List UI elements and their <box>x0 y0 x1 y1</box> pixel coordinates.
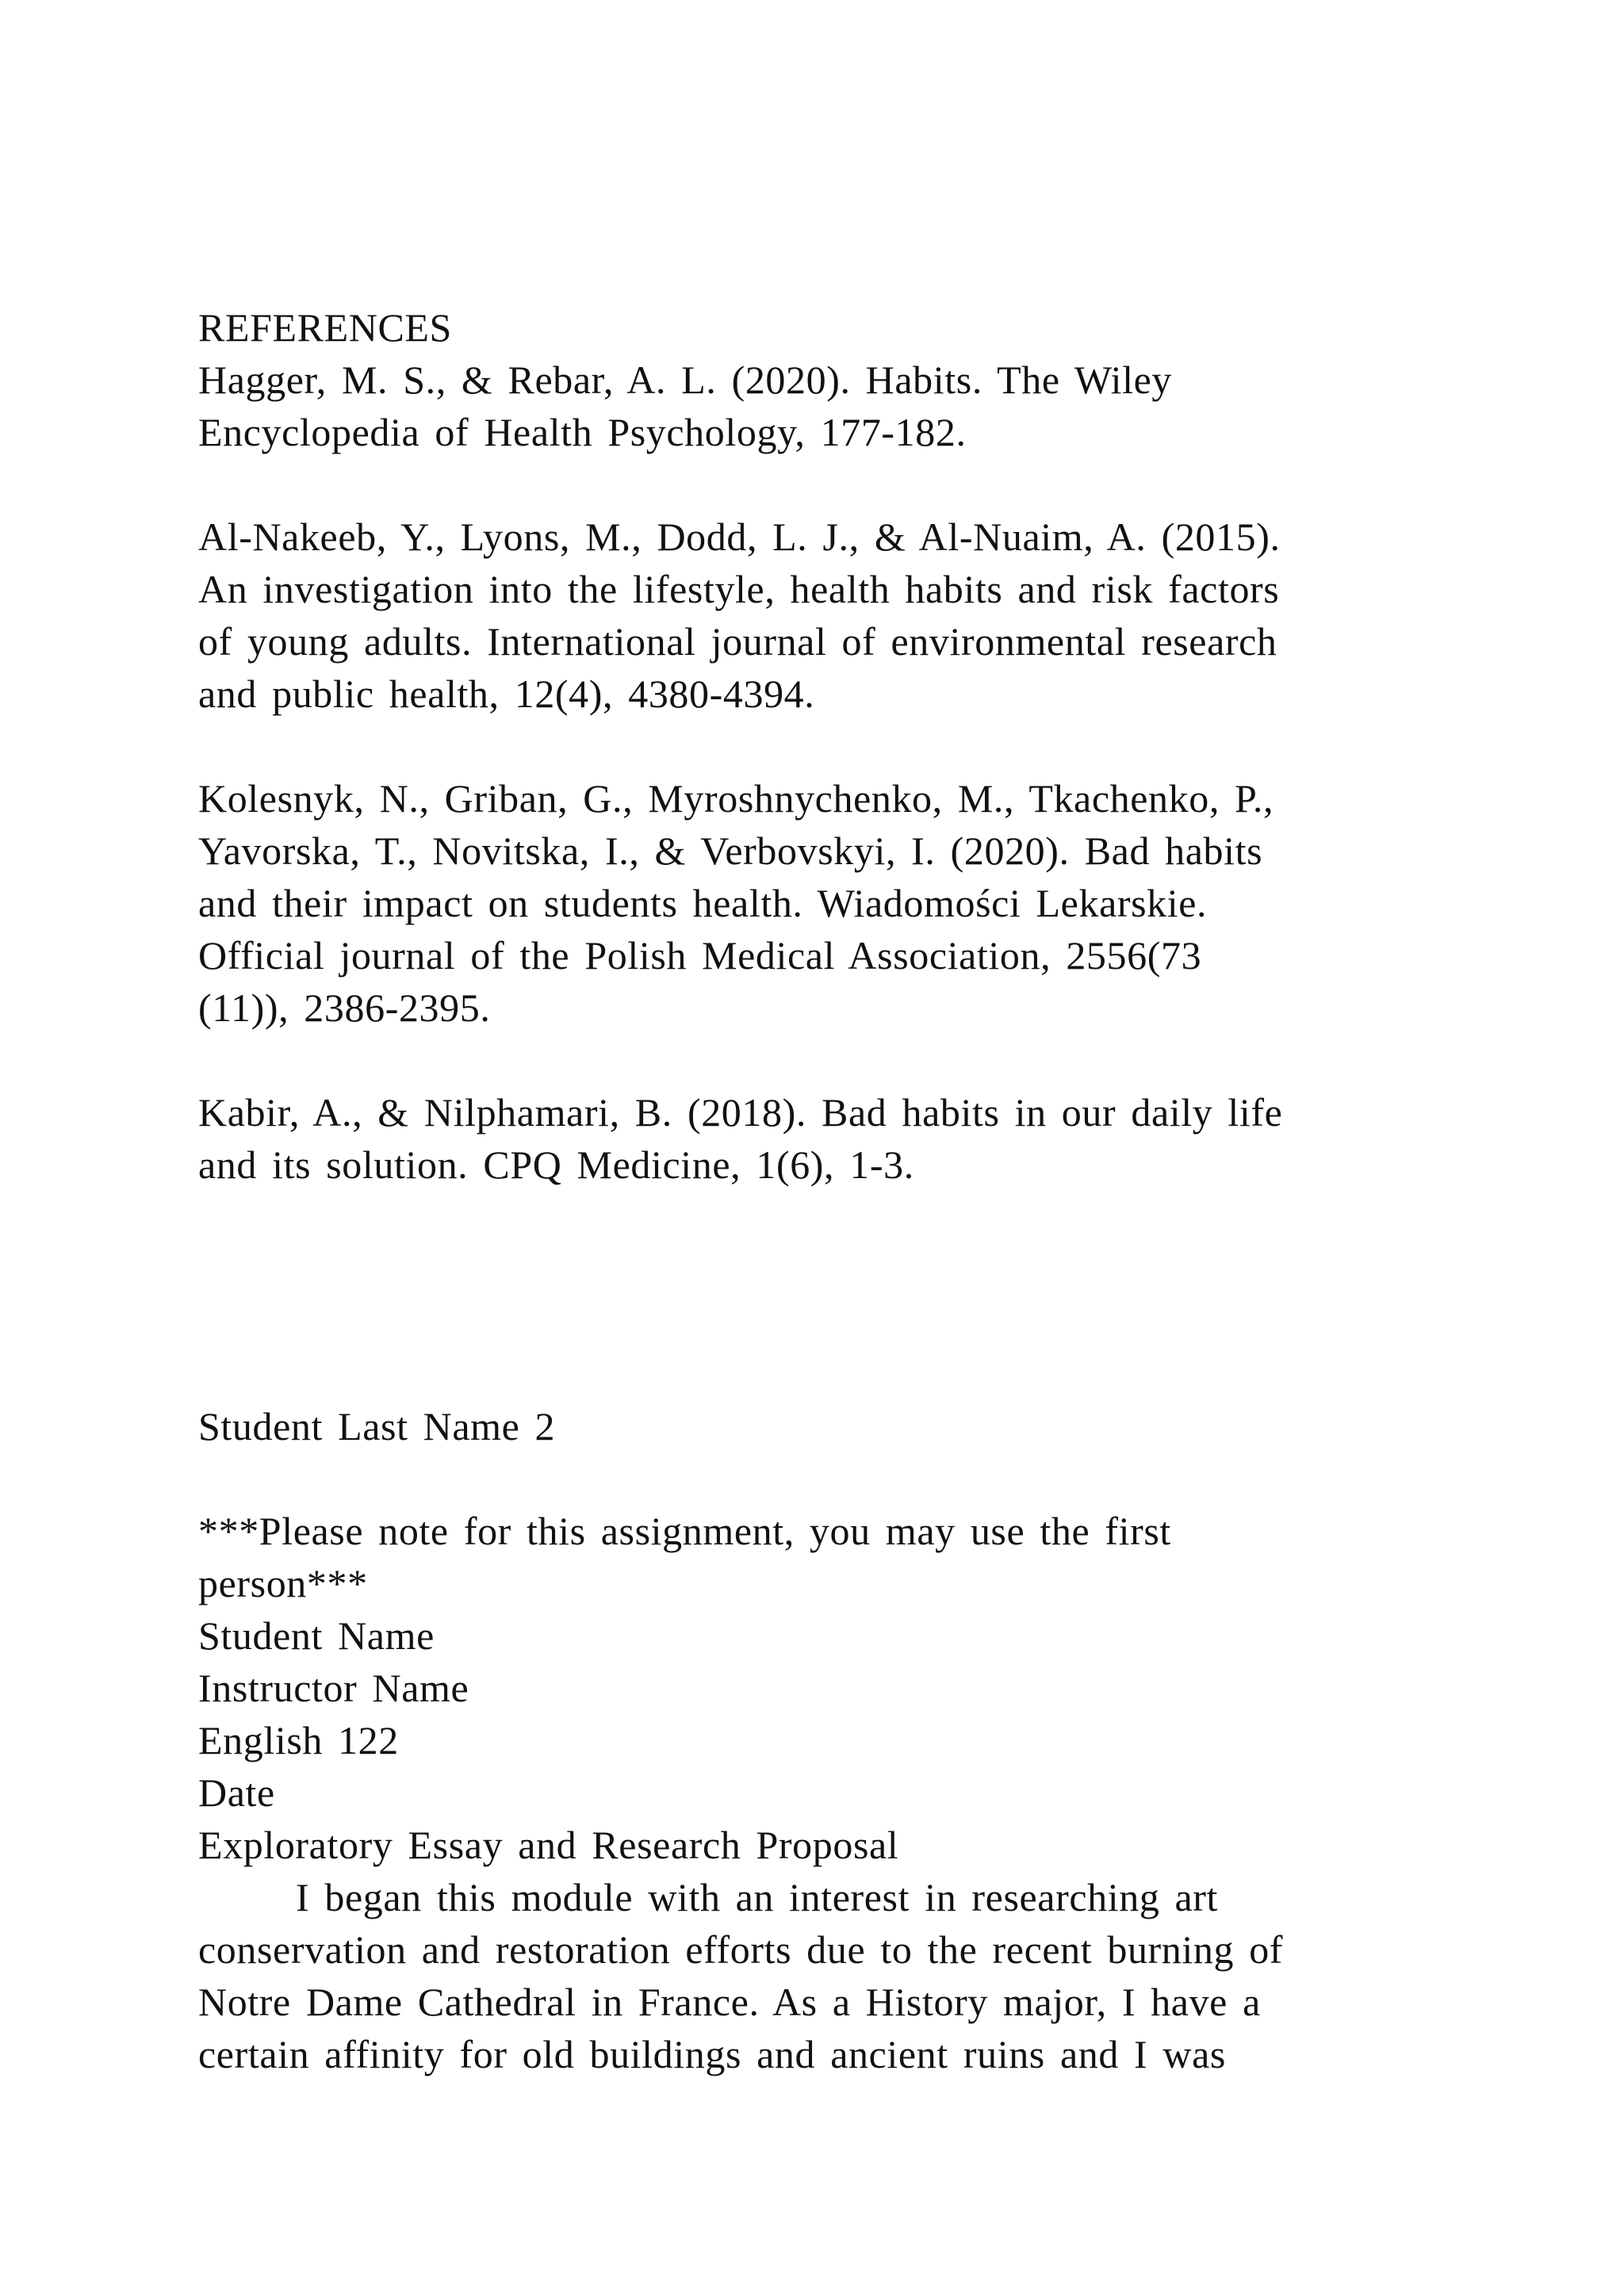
instructor-name: Instructor Name <box>198 1666 469 1710</box>
body-paragraph-line-3: Notre Dame Cathedral in France. As a History major, I have a <box>198 1980 1261 2024</box>
student-name: Student Name <box>198 1613 435 1658</box>
date-line: Date <box>198 1770 275 1815</box>
reference-entry-3-line-4: Official journal of the Polish Medical Association, 2556(73 <box>198 933 1202 978</box>
reference-entry-3-line-5: (11)), 2386-2395. <box>198 985 491 1030</box>
reference-entry-3-line-3: and their impact on students health. Wiadomości Lekarskie. <box>198 881 1208 925</box>
reference-entry-1-line-1: Hagger, M. S., & Rebar, A. L. (2020). Habits. The Wiley <box>198 358 1173 402</box>
body-paragraph-line-4: certain affinity for old buildings and ancient ruins and I was <box>198 2032 1226 2076</box>
reference-entry-2-line-4: and public health, 12(4), 4380-4394. <box>198 672 815 716</box>
reference-entry-1-line-2: Encyclopedia of Health Psychology, 177-182. <box>198 410 967 454</box>
reference-entry-2-line-1: Al-Nakeeb, Y., Lyons, M., Dodd, L. J., & Al-Nuaim, A. (2015). <box>198 515 1281 559</box>
assignment-note-line-1: ***Please note for this assignment, you may use the first <box>198 1509 1171 1553</box>
reference-entry-4-line-2: and its solution. CPQ Medicine, 1(6), 1-3. <box>198 1142 914 1187</box>
body-paragraph-line-1: I began this module with an interest in researching art <box>296 1875 1219 1919</box>
body-paragraph-line-2: conservation and restoration efforts due to the recent burning of <box>198 1927 1284 1972</box>
reference-entry-2-line-2: An investigation into the lifestyle, health habits and risk factors <box>198 567 1280 611</box>
reference-entry-2-line-3: of young adults. International journal of environmental research <box>198 619 1277 664</box>
running-header: Student Last Name 2 <box>198 1404 556 1448</box>
course-name: English 122 <box>198 1718 399 1762</box>
assignment-note-line-2: person*** <box>198 1561 368 1605</box>
reference-entry-3-line-1: Kolesnyk, N., Griban, G., Myroshnychenko, M., Tkachenko, P., <box>198 776 1274 821</box>
essay-title: Exploratory Essay and Research Proposal <box>198 1823 899 1867</box>
references-heading: REFERENCES <box>198 305 452 350</box>
reference-entry-4-line-1: Kabir, A., & Nilphamari, B. (2018). Bad habits in our daily life <box>198 1090 1283 1135</box>
reference-entry-3-line-2: Yavorska, T., Novitska, I., & Verbovskyi, I. (2020). Bad habits <box>198 828 1263 873</box>
